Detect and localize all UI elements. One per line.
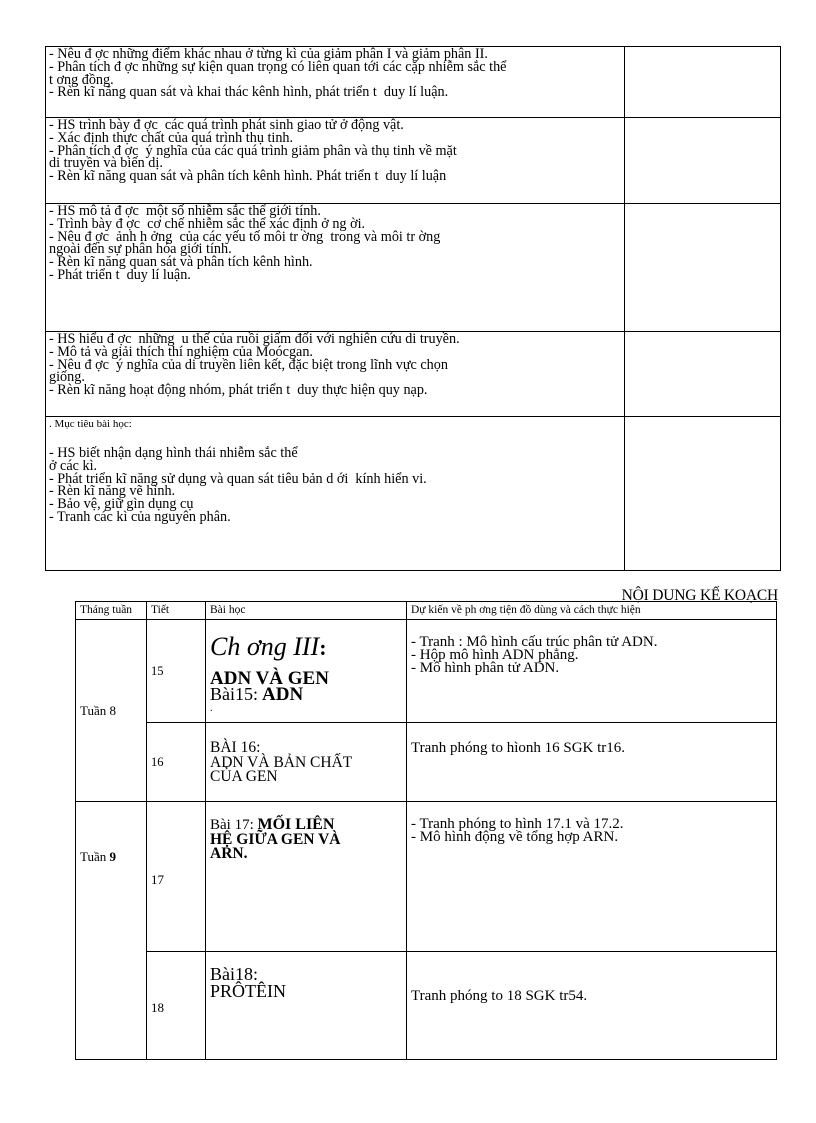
objective-line: ở các kì. xyxy=(49,457,98,474)
objective-line: - Nêu đ ợc những điểm khác nhau ở từng kì của giảm phân I và giảm phân II. xyxy=(49,46,488,62)
lesson-line: HỆ GIỮA GEN VÀ xyxy=(210,830,341,848)
lesson-prefix: Bài 17: xyxy=(210,817,258,833)
equipment-line: Tranh phóng to 18 SGK tr54. xyxy=(411,988,588,1004)
objective-line: giống. xyxy=(49,369,85,386)
equipment-cell xyxy=(407,723,777,802)
equipment-cell xyxy=(407,952,777,1060)
period-cell: 16 xyxy=(147,723,206,802)
equipment-cell xyxy=(407,802,777,952)
objective-line: t ơng đồng. xyxy=(49,71,114,88)
notes-cell xyxy=(624,47,780,118)
objective-line: - Rèn kĩ năng quan sát và phân tích kênh hình. Phát triển t duy lí luận xyxy=(49,168,447,185)
objective-row xyxy=(46,417,781,571)
plan-row xyxy=(76,802,777,952)
lesson-prefix: Bài15: xyxy=(210,684,258,704)
objective-line: - Phân tích đ ợc ý nghĩa của các quá trình giảm phân và thụ tinh về mặt xyxy=(49,142,457,159)
period-cell: 15 xyxy=(147,620,206,723)
objective-line: - HS mô tả đ ợc một số nhiễm sắc thể giới tính. xyxy=(49,203,321,219)
objective-line: - Rèn kĩ năng vẽ hình. xyxy=(49,483,176,500)
plan-row xyxy=(76,952,777,1060)
header-period: Tiết xyxy=(147,602,206,620)
lesson-cell xyxy=(206,723,407,802)
objective-line: ngoài đến sự phân hóa giới tính. xyxy=(49,241,232,258)
plan-header-row xyxy=(76,602,777,620)
equipment-line: - Hộp mô hình ADN phẳng. xyxy=(411,647,579,663)
lesson-line: Bài18: xyxy=(210,964,258,984)
objectives-table xyxy=(45,46,781,571)
notes-cell xyxy=(624,118,780,204)
lesson-line: ADN VÀ BẢN CHẤT xyxy=(210,753,353,771)
objective-cell xyxy=(46,417,625,571)
header-equipment: Dự kiến về ph ơng tiện đồ dùng và cách thực hiện xyxy=(407,602,777,620)
objective-line: - Tranh các kì của nguyên phân. xyxy=(49,508,231,525)
objective-row xyxy=(46,47,781,118)
notes-cell xyxy=(624,332,780,417)
objective-line: - HS biết nhận dạng hình thái nhiễm sắc thể xyxy=(49,445,298,461)
objective-line: - Nêu đ ợc ảnh h ởng của các yếu tố môi tr ờng trong và môi tr ờng xyxy=(49,228,441,245)
chapter-label: Ch ơng III xyxy=(210,632,320,661)
week-cell xyxy=(76,620,147,802)
equipment-cell xyxy=(407,620,777,723)
lesson-title-first: MỐI LIÊN xyxy=(257,816,335,833)
objective-line: - Phát triển t duy lí luận. xyxy=(49,266,191,283)
objective-line: - Phân tích đ ợc những sự kiện quan trọng có liên quan tới các cặp nhiễm sắc thể xyxy=(49,58,507,75)
chapter-colon: : xyxy=(319,635,327,660)
week-label: Tuần 8 xyxy=(80,702,117,718)
objective-line: - Bảo vệ, giữ gìn dụng cụ xyxy=(49,496,194,513)
equipment-line: - Mô hình phân tử ADN. xyxy=(411,660,560,676)
objective-line: - Rèn kĩ năng quan sát và phân tích kênh hình. xyxy=(49,254,313,271)
chapter-title: ADN VÀ GEN xyxy=(210,668,329,689)
header-lesson: Bài học xyxy=(206,602,407,620)
week-label-number: 9 xyxy=(109,849,117,864)
lesson-cell xyxy=(206,802,407,952)
equipment-line: - Mô hình động về tổng hợp ARN. xyxy=(411,829,619,845)
lesson-line: CỦA GEN xyxy=(210,768,278,785)
equipment-line: Tranh phóng to hìonh 16 SGK tr16. xyxy=(411,740,626,756)
objective-title: . Mục tiêu bài học: xyxy=(49,418,132,430)
objective-row xyxy=(46,118,781,204)
plan-table xyxy=(75,601,777,1060)
lesson-line: PRÔTÊIN xyxy=(210,981,286,1001)
lesson-title: ADN xyxy=(262,684,304,705)
notes-cell xyxy=(624,417,780,571)
equipment-line: - Tranh phóng to hình 17.1 và 17.2. xyxy=(411,816,624,832)
objective-line: - Rèn kĩ năng quan sát và khai thác kênh hình, phát triển t duy lí luận. xyxy=(49,84,449,101)
period-cell: 18 xyxy=(147,952,206,1060)
lesson-line: ARN. xyxy=(210,845,248,862)
objective-line: - HS trình bày đ ợc các quá trình phát sinh giao tử ở động vật. xyxy=(49,117,404,133)
lesson-dot: . xyxy=(210,703,213,714)
lesson-cell xyxy=(206,952,407,1060)
equipment-line: - Tranh : Mô hình cấu trúc phân tử ADN. xyxy=(411,634,658,650)
objective-cell xyxy=(46,47,625,118)
week-label-prefix: Tuần xyxy=(80,849,110,864)
plan-row xyxy=(76,723,777,802)
objective-cell xyxy=(46,332,625,417)
week-cell xyxy=(76,802,147,1060)
period-cell: 17 xyxy=(147,802,206,952)
lesson-line: BÀI 16: xyxy=(210,739,261,756)
objective-cell xyxy=(46,204,625,332)
plan-heading: NỘI DUNG KẾ KOẠCH xyxy=(621,587,778,604)
objective-cell xyxy=(46,118,625,204)
notes-cell xyxy=(624,204,780,332)
objective-line: - Trình bày đ ợc cơ chế nhiễm sắc thể xác định ở ng ời. xyxy=(49,215,366,232)
header-week: Tháng tuần xyxy=(76,602,147,620)
objective-line: - Rèn kĩ năng hoạt động nhóm, phát triển t duy thực hiện quy nạp. xyxy=(49,382,428,399)
plan-row xyxy=(76,620,777,723)
objective-line: di truyền và biến dị. xyxy=(49,155,163,172)
objective-line: - Nêu đ ợc ý nghĩa của di truyền liên kết, đặc biệt trong lĩnh vực chọn xyxy=(49,356,448,373)
objective-line: - Mô tả và giải thích thí nghiệm của Moócgan. xyxy=(49,343,313,360)
objective-line: - HS hiểu đ ợc những u thế của ruồi giấm đối với nghiên cứu di truyền. xyxy=(49,331,460,347)
lesson-cell xyxy=(206,620,407,723)
objective-row xyxy=(46,204,781,332)
objective-line: - Phát triển kĩ năng sử dụng và quan sát tiêu bản d ới kính hiển vi. xyxy=(49,470,427,487)
objective-row xyxy=(46,332,781,417)
objective-line: - Xác định thực chất của quá trình thụ tinh. xyxy=(49,129,294,146)
